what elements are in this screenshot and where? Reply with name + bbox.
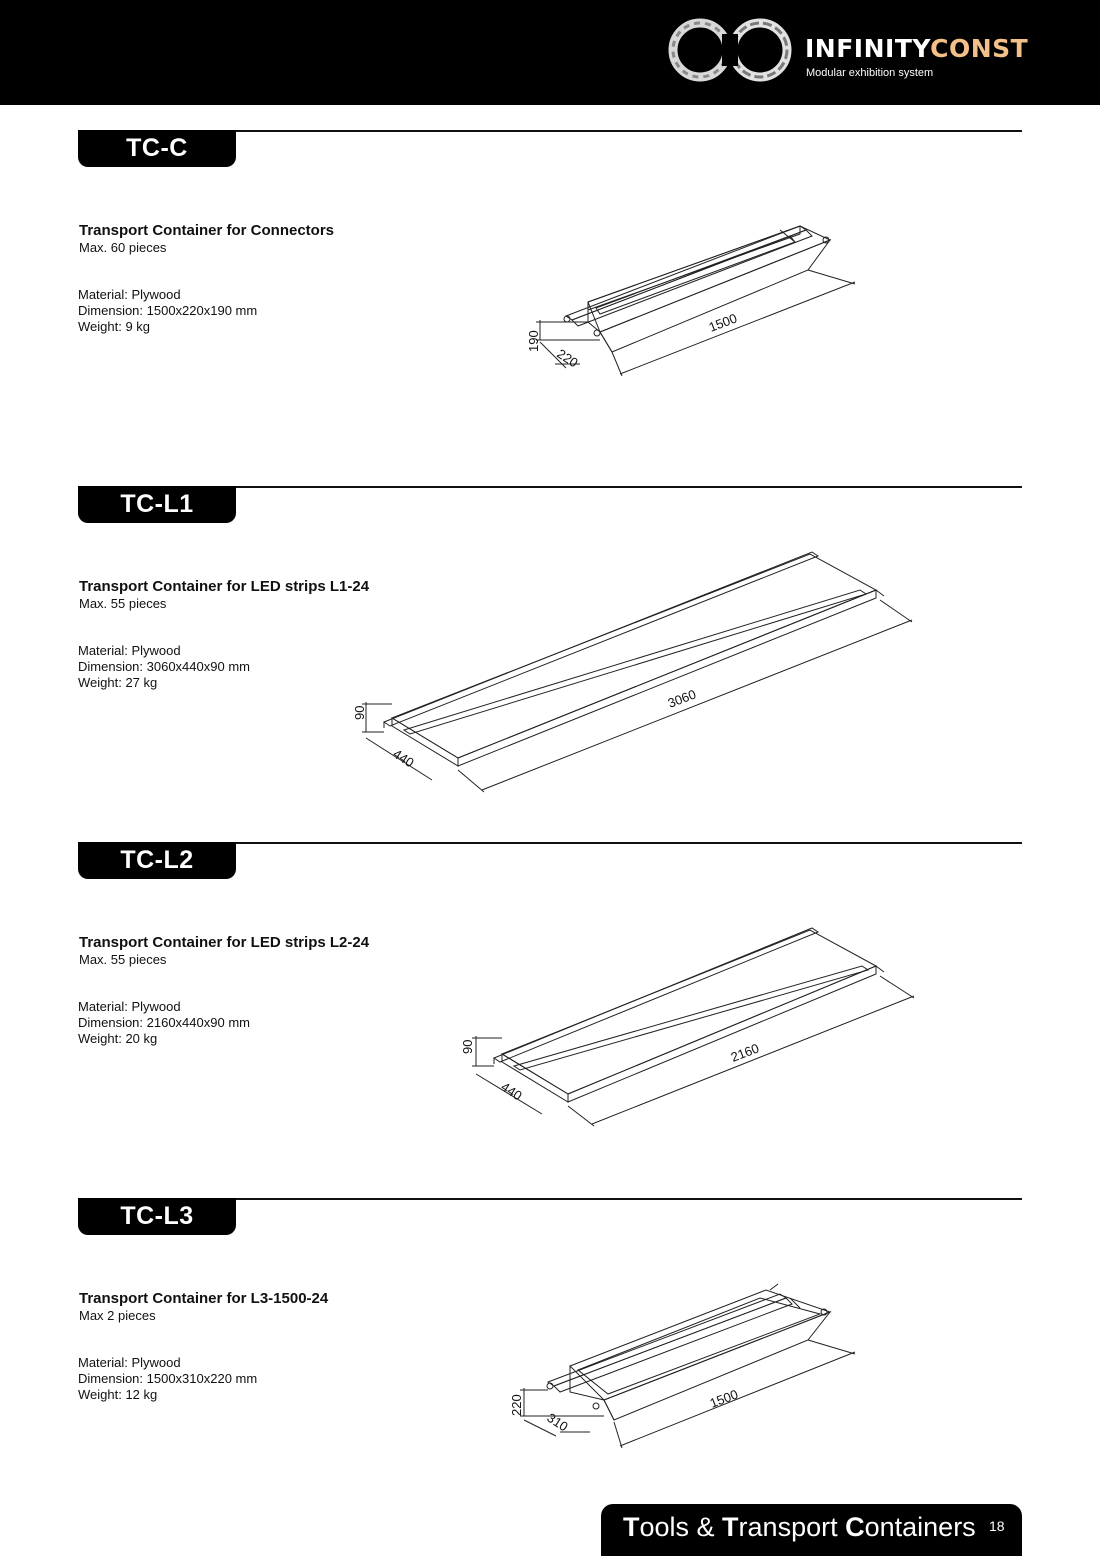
spec-dimension: Dimension: 1500x310x220 mm bbox=[78, 1371, 258, 1386]
brand-name: INFINITYCONST bbox=[805, 34, 1029, 63]
brand-tagline: Modular exhibition system bbox=[806, 67, 934, 79]
section-capacity: Max. 55 pieces bbox=[79, 596, 167, 611]
spec-material: Material: Plywood bbox=[78, 999, 181, 1014]
spec-weight: Weight: 9 kg bbox=[78, 319, 151, 334]
section-capacity: Max. 55 pieces bbox=[79, 952, 167, 967]
container-drawing bbox=[0, 486, 1100, 842]
spec-dimension: Dimension: 3060x440x90 mm bbox=[78, 659, 250, 674]
dim-width-label: 440 bbox=[390, 745, 417, 771]
section-code-tab: TC-C bbox=[78, 130, 236, 167]
section-tc-l2 bbox=[0, 842, 1100, 1198]
section-title: Transport Container for Connectors bbox=[79, 222, 335, 239]
dim-height-label: 190 bbox=[526, 330, 541, 352]
section-capacity: Max. 60 pieces bbox=[79, 240, 167, 255]
section-code-tab: TC-L2 bbox=[78, 842, 236, 879]
container-drawing bbox=[0, 130, 1100, 486]
page-number: 18 bbox=[989, 1518, 1005, 1534]
section-tc-c bbox=[0, 130, 1100, 486]
section-title: Transport Container for LED strips L2-24 bbox=[79, 934, 370, 951]
dim-height-label: 90 bbox=[460, 1039, 475, 1054]
container-drawing bbox=[0, 1198, 1100, 1554]
dim-length-label: 2160 bbox=[728, 1040, 762, 1065]
dim-height-label: 220 bbox=[509, 1394, 524, 1416]
footer-title: Tools & Transport Containers bbox=[623, 1512, 976, 1542]
section-code-tab: TC-L1 bbox=[78, 486, 236, 523]
section-capacity: Max 2 pieces bbox=[79, 1308, 156, 1323]
spec-material: Material: Plywood bbox=[78, 1355, 181, 1370]
dim-length-label: 1500 bbox=[706, 310, 740, 335]
spec-weight: Weight: 27 kg bbox=[78, 675, 158, 690]
section-title: Transport Container for L3-1500-24 bbox=[79, 1290, 329, 1307]
dim-height-label: 90 bbox=[352, 705, 367, 720]
spec-dimension: Dimension: 2160x440x90 mm bbox=[78, 1015, 250, 1030]
spec-material: Material: Plywood bbox=[78, 287, 181, 302]
section-code-tab: TC-L3 bbox=[78, 1198, 236, 1235]
dim-length-label: 1500 bbox=[707, 1386, 741, 1411]
page-header bbox=[0, 0, 1100, 105]
section-tc-l3 bbox=[0, 1198, 1100, 1554]
container-drawing bbox=[0, 842, 1100, 1198]
spec-material: Material: Plywood bbox=[78, 643, 181, 658]
spec-dimension: Dimension: 1500x220x190 mm bbox=[78, 303, 258, 318]
section-title: Transport Container for LED strips L1-24 bbox=[79, 578, 370, 595]
dim-width-label: 440 bbox=[498, 1078, 525, 1104]
infinity-rings-icon bbox=[664, 14, 796, 86]
dim-width-label: 310 bbox=[544, 1409, 571, 1435]
dim-length-label: 3060 bbox=[665, 686, 699, 711]
dim-width-label: 220 bbox=[554, 345, 581, 371]
footer-bar bbox=[601, 1504, 1022, 1556]
spec-weight: Weight: 20 kg bbox=[78, 1031, 158, 1046]
section-tc-l1 bbox=[0, 486, 1100, 842]
spec-weight: Weight: 12 kg bbox=[78, 1387, 158, 1402]
